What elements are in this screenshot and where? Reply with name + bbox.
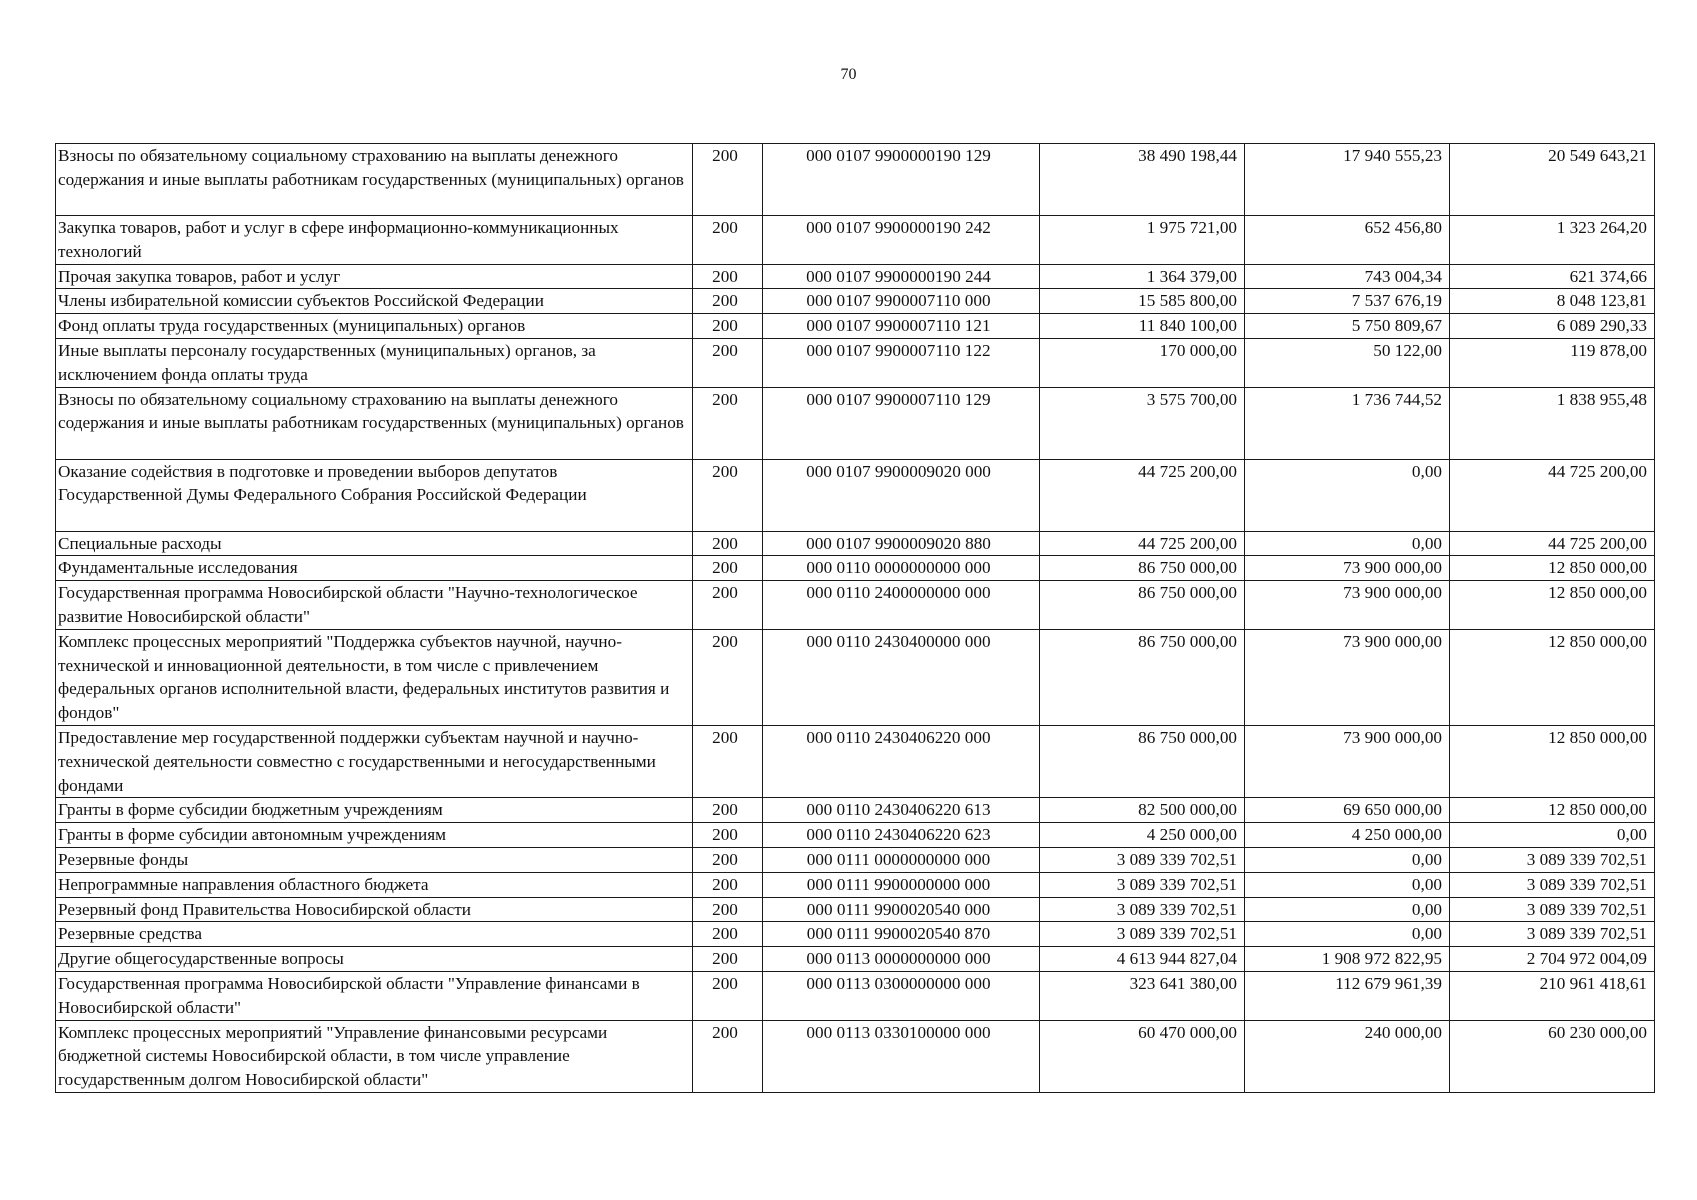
row-remaining: 0,00 [1450, 823, 1655, 848]
row-approved: 86 750 000,00 [1040, 581, 1245, 630]
table-row [56, 531, 1655, 556]
row-budget-code: 000 0107 9900000190 244 [763, 264, 1040, 289]
row-name: Комплекс процессных мероприятий "Поддержка субъектов научной, научно-технической и инновационной деятельности, в том числе с привлечением федеральных органов исполнительной власти, федеральных институтов развития и фондов" [56, 629, 693, 725]
table-row [56, 264, 1655, 289]
row-approved: 3 575 700,00 [1040, 387, 1245, 459]
row-name: Резервные средства [56, 922, 693, 947]
row-line-code: 200 [693, 387, 763, 459]
row-executed: 7 537 676,19 [1245, 289, 1450, 314]
row-name: Оказание содействия в подготовке и проведении выборов депутатов Государственной Думы Федерального Собрания Российской Федерации [56, 459, 693, 531]
row-budget-code: 000 0111 0000000000 000 [763, 847, 1040, 872]
row-executed: 50 122,00 [1245, 338, 1450, 387]
row-executed: 17 940 555,23 [1245, 144, 1450, 216]
row-approved: 60 470 000,00 [1040, 1020, 1245, 1092]
row-executed: 1 736 744,52 [1245, 387, 1450, 459]
row-line-code: 200 [693, 459, 763, 531]
row-name: Фонд оплаты труда государственных (муниципальных) органов [56, 314, 693, 339]
row-line-code: 200 [693, 823, 763, 848]
row-remaining: 44 725 200,00 [1450, 459, 1655, 531]
row-budget-code: 000 0107 9900007110 129 [763, 387, 1040, 459]
row-remaining: 20 549 643,21 [1450, 144, 1655, 216]
row-line-code: 200 [693, 872, 763, 897]
row-executed: 240 000,00 [1245, 1020, 1450, 1092]
row-budget-code: 000 0110 2430406220 623 [763, 823, 1040, 848]
row-remaining: 12 850 000,00 [1450, 798, 1655, 823]
row-approved: 3 089 339 702,51 [1040, 847, 1245, 872]
row-remaining: 44 725 200,00 [1450, 531, 1655, 556]
row-name: Другие общегосударственные вопросы [56, 947, 693, 972]
row-remaining: 8 048 123,81 [1450, 289, 1655, 314]
row-name: Предоставление мер государственной поддержки субъектам научной и научно-технической деятельности совместно с государственными и негосударственными фондами [56, 725, 693, 797]
row-remaining: 3 089 339 702,51 [1450, 847, 1655, 872]
row-approved: 44 725 200,00 [1040, 531, 1245, 556]
row-remaining: 12 850 000,00 [1450, 581, 1655, 630]
row-line-code: 200 [693, 556, 763, 581]
row-remaining: 60 230 000,00 [1450, 1020, 1655, 1092]
row-budget-code: 000 0107 9900007110 000 [763, 289, 1040, 314]
row-line-code: 200 [693, 798, 763, 823]
row-name: Прочая закупка товаров, работ и услуг [56, 264, 693, 289]
row-remaining: 12 850 000,00 [1450, 725, 1655, 797]
row-name: Непрограммные направления областного бюджета [56, 872, 693, 897]
row-executed: 0,00 [1245, 459, 1450, 531]
table-row [56, 872, 1655, 897]
table-row [56, 897, 1655, 922]
row-name: Иные выплаты персоналу государственных (муниципальных) органов, за исключением фонда оплаты труда [56, 338, 693, 387]
row-approved: 1 364 379,00 [1040, 264, 1245, 289]
row-executed: 69 650 000,00 [1245, 798, 1450, 823]
row-budget-code: 000 0107 9900000190 242 [763, 216, 1040, 265]
row-name: Взносы по обязательному социальному страхованию на выплаты денежного содержания и иные выплаты работникам государственных (муниципальных) органов [56, 387, 693, 459]
row-budget-code: 000 0110 2400000000 000 [763, 581, 1040, 630]
table-row [56, 289, 1655, 314]
row-approved: 3 089 339 702,51 [1040, 922, 1245, 947]
row-budget-code: 000 0111 9900020540 870 [763, 922, 1040, 947]
row-remaining: 12 850 000,00 [1450, 629, 1655, 725]
table-row [56, 1020, 1655, 1092]
row-executed: 0,00 [1245, 847, 1450, 872]
row-line-code: 200 [693, 289, 763, 314]
row-name: Специальные расходы [56, 531, 693, 556]
table-row [56, 144, 1655, 216]
row-remaining: 12 850 000,00 [1450, 556, 1655, 581]
row-name: Резервные фонды [56, 847, 693, 872]
row-line-code: 200 [693, 531, 763, 556]
row-name: Государственная программа Новосибирской области "Управление финансами в Новосибирской области" [56, 971, 693, 1020]
row-executed: 73 900 000,00 [1245, 629, 1450, 725]
row-line-code: 200 [693, 581, 763, 630]
row-remaining: 621 374,66 [1450, 264, 1655, 289]
row-executed: 743 004,34 [1245, 264, 1450, 289]
row-executed: 1 908 972 822,95 [1245, 947, 1450, 972]
row-budget-code: 000 0107 9900000190 129 [763, 144, 1040, 216]
table-row [56, 847, 1655, 872]
row-approved: 38 490 198,44 [1040, 144, 1245, 216]
table-row [56, 216, 1655, 265]
table-row [56, 823, 1655, 848]
row-budget-code: 000 0110 0000000000 000 [763, 556, 1040, 581]
row-line-code: 200 [693, 314, 763, 339]
row-approved: 323 641 380,00 [1040, 971, 1245, 1020]
row-executed: 73 900 000,00 [1245, 725, 1450, 797]
row-budget-code: 000 0107 9900007110 122 [763, 338, 1040, 387]
row-line-code: 200 [693, 629, 763, 725]
row-budget-code: 000 0110 2430406220 000 [763, 725, 1040, 797]
row-line-code: 200 [693, 216, 763, 265]
row-remaining: 119 878,00 [1450, 338, 1655, 387]
table-row [56, 581, 1655, 630]
row-line-code: 200 [693, 1020, 763, 1092]
table-row [56, 459, 1655, 531]
row-approved: 4 250 000,00 [1040, 823, 1245, 848]
row-approved: 4 613 944 827,04 [1040, 947, 1245, 972]
row-remaining: 2 704 972 004,09 [1450, 947, 1655, 972]
row-executed: 4 250 000,00 [1245, 823, 1450, 848]
row-executed: 112 679 961,39 [1245, 971, 1450, 1020]
table-row [56, 922, 1655, 947]
row-executed: 0,00 [1245, 872, 1450, 897]
row-approved: 15 585 800,00 [1040, 289, 1245, 314]
table-row [56, 338, 1655, 387]
row-remaining: 6 089 290,33 [1450, 314, 1655, 339]
row-remaining: 1 323 264,20 [1450, 216, 1655, 265]
row-budget-code: 000 0110 2430400000 000 [763, 629, 1040, 725]
row-budget-code: 000 0110 2430406220 613 [763, 798, 1040, 823]
row-approved: 3 089 339 702,51 [1040, 897, 1245, 922]
row-line-code: 200 [693, 338, 763, 387]
table-row [56, 971, 1655, 1020]
row-approved: 86 750 000,00 [1040, 629, 1245, 725]
row-executed: 0,00 [1245, 922, 1450, 947]
row-line-code: 200 [693, 947, 763, 972]
table-row [56, 629, 1655, 725]
table-row [56, 798, 1655, 823]
row-approved: 86 750 000,00 [1040, 725, 1245, 797]
row-budget-code: 000 0113 0000000000 000 [763, 947, 1040, 972]
row-approved: 1 975 721,00 [1040, 216, 1245, 265]
row-remaining: 1 838 955,48 [1450, 387, 1655, 459]
row-line-code: 200 [693, 264, 763, 289]
row-name: Резервный фонд Правительства Новосибирской области [56, 897, 693, 922]
row-executed: 0,00 [1245, 897, 1450, 922]
row-approved: 3 089 339 702,51 [1040, 872, 1245, 897]
row-approved: 86 750 000,00 [1040, 556, 1245, 581]
row-executed: 0,00 [1245, 531, 1450, 556]
row-name: Члены избирательной комиссии субъектов Российской Федерации [56, 289, 693, 314]
row-name: Гранты в форме субсидии автономным учреждениям [56, 823, 693, 848]
row-remaining: 3 089 339 702,51 [1450, 872, 1655, 897]
row-name: Закупка товаров, работ и услуг в сфере информационно-коммуникационных технологий [56, 216, 693, 265]
row-line-code: 200 [693, 847, 763, 872]
budget-execution-table [55, 143, 1655, 1093]
row-budget-code: 000 0107 9900007110 121 [763, 314, 1040, 339]
table-row [56, 314, 1655, 339]
row-budget-code: 000 0113 0330100000 000 [763, 1020, 1040, 1092]
row-executed: 652 456,80 [1245, 216, 1450, 265]
row-budget-code: 000 0107 9900009020 880 [763, 531, 1040, 556]
row-line-code: 200 [693, 725, 763, 797]
row-budget-code: 000 0111 9900020540 000 [763, 897, 1040, 922]
row-name: Государственная программа Новосибирской области "Научно-технологическое развитие Новосибирской области" [56, 581, 693, 630]
row-executed: 73 900 000,00 [1245, 556, 1450, 581]
row-remaining: 3 089 339 702,51 [1450, 922, 1655, 947]
row-remaining: 3 089 339 702,51 [1450, 897, 1655, 922]
table-row [56, 947, 1655, 972]
row-name: Комплекс процессных мероприятий "Управление финансовыми ресурсами бюджетной системы Новосибирской области, в том числе управление государственным долгом Новосибирской области" [56, 1020, 693, 1092]
row-approved: 44 725 200,00 [1040, 459, 1245, 531]
row-line-code: 200 [693, 971, 763, 1020]
row-line-code: 200 [693, 922, 763, 947]
row-approved: 170 000,00 [1040, 338, 1245, 387]
row-executed: 73 900 000,00 [1245, 581, 1450, 630]
row-approved: 11 840 100,00 [1040, 314, 1245, 339]
row-executed: 5 750 809,67 [1245, 314, 1450, 339]
table-row [56, 725, 1655, 797]
row-budget-code: 000 0107 9900009020 000 [763, 459, 1040, 531]
table-row [56, 387, 1655, 459]
row-name: Гранты в форме субсидии бюджетным учреждениям [56, 798, 693, 823]
row-budget-code: 000 0113 0300000000 000 [763, 971, 1040, 1020]
row-budget-code: 000 0111 9900000000 000 [763, 872, 1040, 897]
row-name: Взносы по обязательному социальному страхованию на выплаты денежного содержания и иные выплаты работникам государственных (муниципальных) органов [56, 144, 693, 216]
row-approved: 82 500 000,00 [1040, 798, 1245, 823]
row-line-code: 200 [693, 897, 763, 922]
page-number: 70 [840, 66, 857, 83]
row-name: Фундаментальные исследования [56, 556, 693, 581]
row-remaining: 210 961 418,61 [1450, 971, 1655, 1020]
row-line-code: 200 [693, 144, 763, 216]
table-row [56, 556, 1655, 581]
